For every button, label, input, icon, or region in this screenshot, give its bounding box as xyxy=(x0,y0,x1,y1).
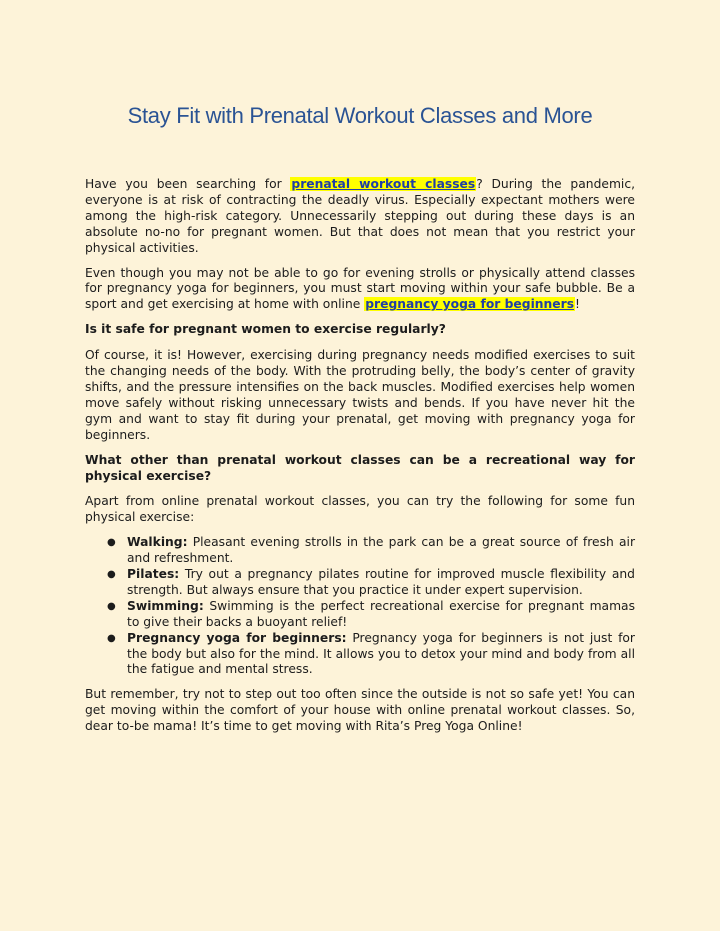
bullet-icon: ● xyxy=(107,600,116,612)
bullet-icon: ● xyxy=(107,569,116,581)
pregnancy-yoga-link[interactable]: pregnancy yoga for beginners xyxy=(365,297,575,312)
list-term: Swimming: xyxy=(127,598,204,613)
list-item-pregnancy-yoga xyxy=(107,630,635,679)
list-term: Walking: xyxy=(127,535,188,550)
question-heading-recreational: What other than prenatal workout classes can be a recreational way for physical exercise? xyxy=(85,452,635,483)
intro-paragraph xyxy=(85,177,635,257)
list-item-pilates xyxy=(107,567,635,599)
second-text-before: Even though you may not be able to go for evening strolls or physically attend classes for pregnancy yoga for beginners, you must start moving within your safe bubble. Be a sport and get exercising at home with online xyxy=(85,265,635,312)
list-term: Pilates: xyxy=(127,567,180,582)
exercise-list xyxy=(85,535,635,678)
bullet-icon: ● xyxy=(107,537,116,549)
list-text: Pregnancy yoga for beginners is not just for the body but also for the mind. It allows you to detox your mind and body from all the fatigue and mental stress. xyxy=(127,630,635,677)
page-title: Stay Fit with Prenatal Workout Classes and More xyxy=(127,103,593,128)
intro-text-after: ? During the pandemic, everyone is at risk of contracting the deadly virus. Especially expectant mothers were among the high-risk category. Unnecessarily stepping out during these days is an absolute no-no for pregnant women. But that does not mean that you restrict your physical activities. xyxy=(85,177,636,255)
safety-paragraph: Of course, it is! However, exercising during pregnancy needs modified exercises to suit the changing needs of the body. With the protruding belly, the body’s center of gravity shifts, and the pressure intensifies on the back muscles. Modified exercises help women move safely without risking unnecessary twists and bends. If you have never hit the gym and want to stay fit during your prenatal, get moving with pregnancy yoga for beginners. xyxy=(85,348,635,442)
list-item-swimming xyxy=(107,598,635,631)
list-term: Pregnancy yoga for beginners: xyxy=(127,630,347,645)
second-paragraph xyxy=(85,266,635,314)
list-text: Swimming is the perfect recreational exercise for pregnant mamas to give their backs a buoyant relief! xyxy=(127,598,635,629)
alternatives-intro-paragraph: Apart from online prenatal workout classes, you can try the following for some fun physical exercise: xyxy=(85,494,635,525)
list-text: Pleasant evening strolls in the park can be a great source of fresh air and refreshment. xyxy=(127,535,635,566)
list-text: Try out a pregnancy pilates routine for improved muscle flexibility and strength. But always ensure that you practice it under expert supervision. xyxy=(127,567,635,597)
intro-text-before: Have you been searching for xyxy=(85,177,291,191)
closing-paragraph: But remember, try not to step out too often since the outside is not so safe yet! You can get moving within the comfort of your house with online prenatal workout classes. So, dear to-be mama! It’s time to get moving with Rita’s Preg Yoga Online! xyxy=(85,687,635,734)
list-item-walking xyxy=(107,535,635,567)
prenatal-workout-classes-link[interactable]: prenatal workout classes xyxy=(291,177,476,191)
question-heading-safe: Is it safe for pregnant women to exercise regularly? xyxy=(85,322,446,337)
bullet-icon: ● xyxy=(107,632,116,644)
second-text-after: ! xyxy=(575,297,580,312)
